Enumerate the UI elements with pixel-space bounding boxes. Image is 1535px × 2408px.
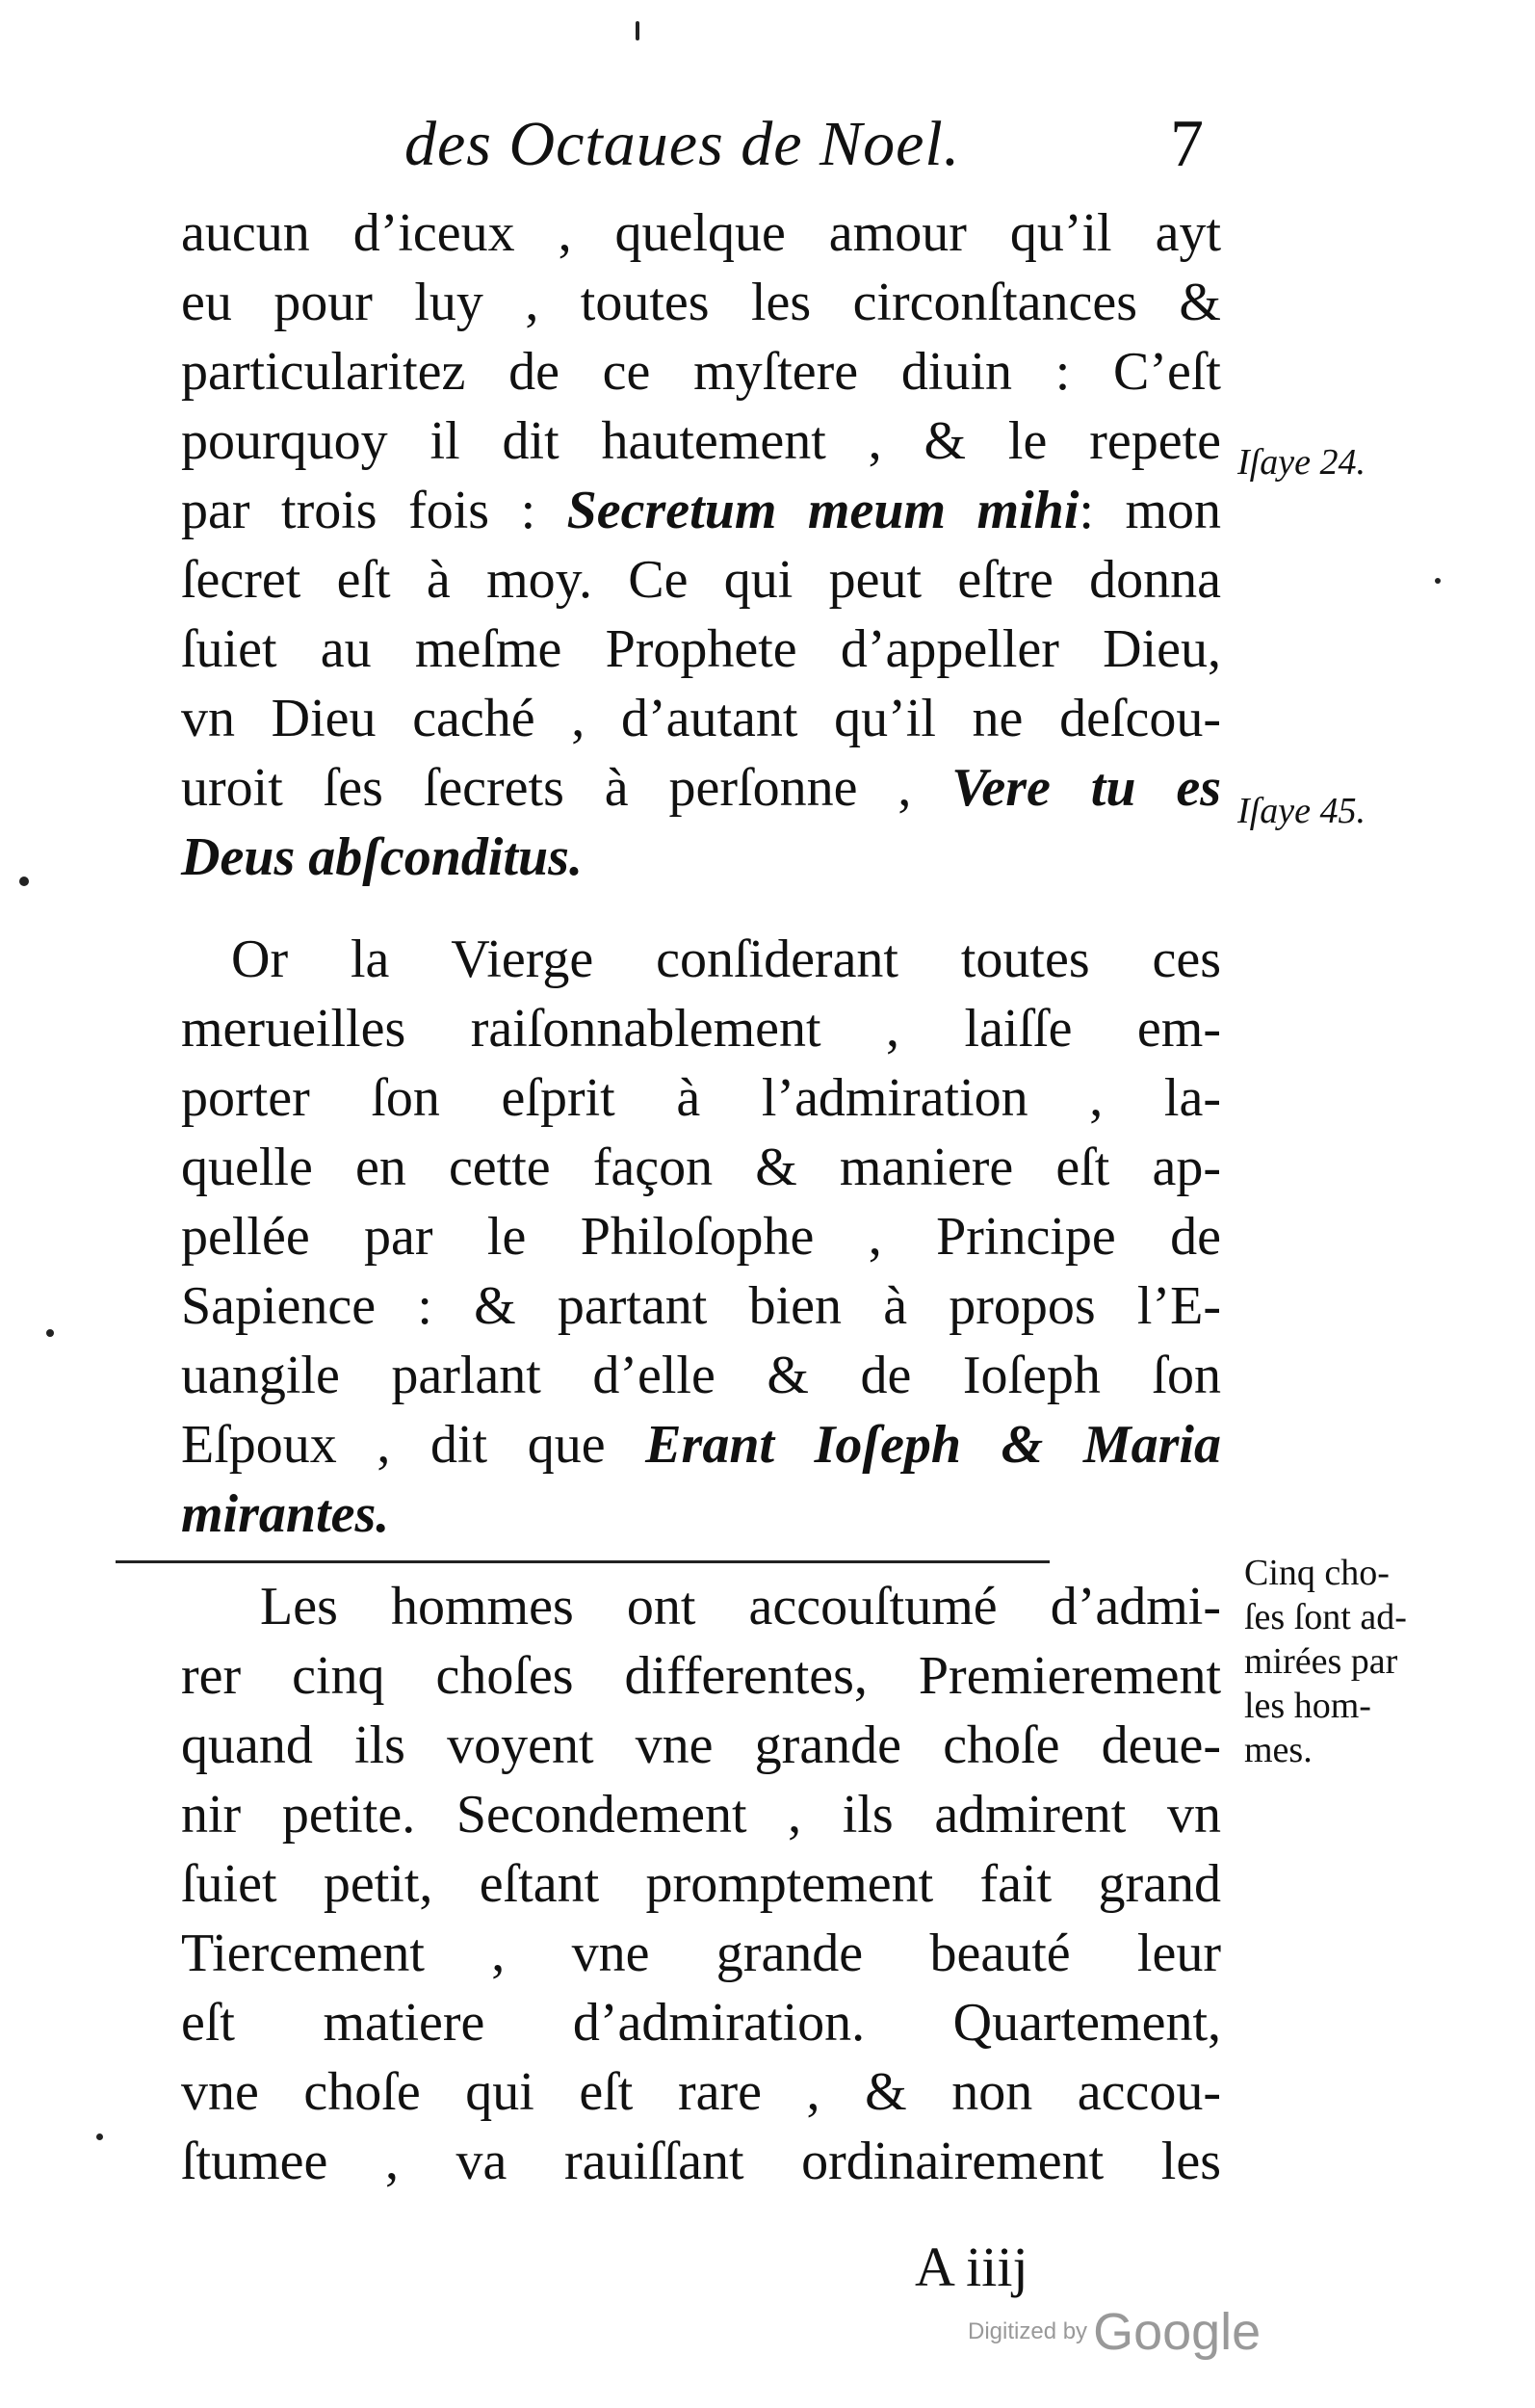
margin-note-line: les hom- — [1244, 1686, 1371, 1726]
text-line: ſecret eſt à moy. Ce qui peut eſtre donna — [181, 550, 1221, 610]
google-logo: Google — [1093, 2303, 1262, 2361]
text-line: pellée par le Philoſophe , Principe de — [181, 1207, 1221, 1267]
text-line: rer cinq choſes differentes, Premierement — [181, 1646, 1221, 1706]
text-fragment: Eſpoux , dit que — [181, 1415, 646, 1475]
text-line: aucun d’iceux , quelque amour qu’il ayt — [181, 203, 1221, 263]
text-line: vne choſe qui eſt rare , & non accou- — [181, 2062, 1221, 2122]
paragraph-start: Or la Vierge conſiderant toutes ces — [231, 929, 1221, 989]
ink-speck — [96, 2133, 103, 2140]
margin-note-isaye-24: Iſaye 24. — [1237, 442, 1366, 483]
latin-quote: Vere tu es — [951, 758, 1221, 818]
text-line: ſuiet au meſme Prophete d’appeller Dieu, — [181, 619, 1221, 679]
text-line — [181, 1410, 1221, 1479]
text-line — [181, 753, 1221, 823]
margin-note-line: mirées par — [1244, 1641, 1398, 1682]
text-line: ſtumee , va rauiſſant ordinairement les — [181, 2132, 1221, 2191]
margin-note-isaye-45: Iſaye 45. — [1237, 791, 1366, 831]
running-head: des Octaues de Noel. — [404, 109, 961, 179]
text-fragment: par trois fois : — [181, 481, 567, 540]
margin-note-line: mes. — [1244, 1730, 1313, 1770]
text-fragment: : mon — [1079, 481, 1221, 540]
google-watermark — [968, 2302, 1261, 2362]
text-line: pourquoy il dit hautement , & le repete — [181, 411, 1221, 471]
page-number: 7 — [1170, 107, 1204, 181]
ink-speck — [46, 1329, 54, 1337]
text-line: Tiercement , vne grande beauté leur — [181, 1924, 1221, 1983]
margin-note-line: ſes ſont ad- — [1244, 1597, 1407, 1637]
ink-speck — [636, 21, 639, 40]
text-line: vn Dieu caché , d’autant qu’il ne deſcou- — [181, 689, 1221, 748]
text-line: quelle en cette façon & maniere eſt ap- — [181, 1138, 1221, 1197]
text-line: particularitez de ce myſtere diuin : C’eſt — [181, 342, 1221, 402]
margin-note-line: Cinq cho- — [1244, 1553, 1390, 1593]
text-line: uangile parlant d’elle & de Ioſeph ſon — [181, 1346, 1221, 1405]
text-line: merueilles raiſonnablement , laiſſe em- — [181, 999, 1221, 1059]
ink-speck — [1435, 578, 1441, 584]
digitized-by-label: Digitized by — [968, 2318, 1088, 2344]
ink-speck — [19, 877, 29, 886]
text-fragment: uroit ſes ſecrets à perſonne , — [181, 758, 952, 818]
paragraph-start: Les hommes ont accouſtumé d’admi- — [260, 1577, 1221, 1636]
text-line — [181, 476, 1221, 545]
divider-rule — [116, 1560, 1050, 1563]
latin-quote-line: mirantes. — [181, 1484, 390, 1544]
text-line: eu pour luy , toutes les circonſtances & — [181, 273, 1221, 332]
latin-quote-line: Deus abſconditus. — [181, 827, 583, 887]
text-line: Sapience : & partant bien à propos l’E- — [181, 1276, 1221, 1336]
text-line: nir petite. Secondement , ils admirent vn — [181, 1785, 1221, 1845]
latin-quote: Secretum meum mihi — [566, 481, 1080, 540]
latin-quote: Erant Ioſeph & Maria — [645, 1415, 1221, 1475]
signature-mark: A iiij — [915, 2236, 1028, 2298]
text-line: ſuiet petit, eſtant promptement fait grand — [181, 1854, 1221, 1914]
margin-note-cinq-choses — [1244, 1551, 1407, 1772]
text-line: eſt matiere d’admiration. Quartement, — [181, 1993, 1221, 2053]
text-line: porter ſon eſprit à l’admiration , la- — [181, 1068, 1221, 1128]
text-line: quand ils voyent vne grande choſe deue- — [181, 1715, 1221, 1775]
